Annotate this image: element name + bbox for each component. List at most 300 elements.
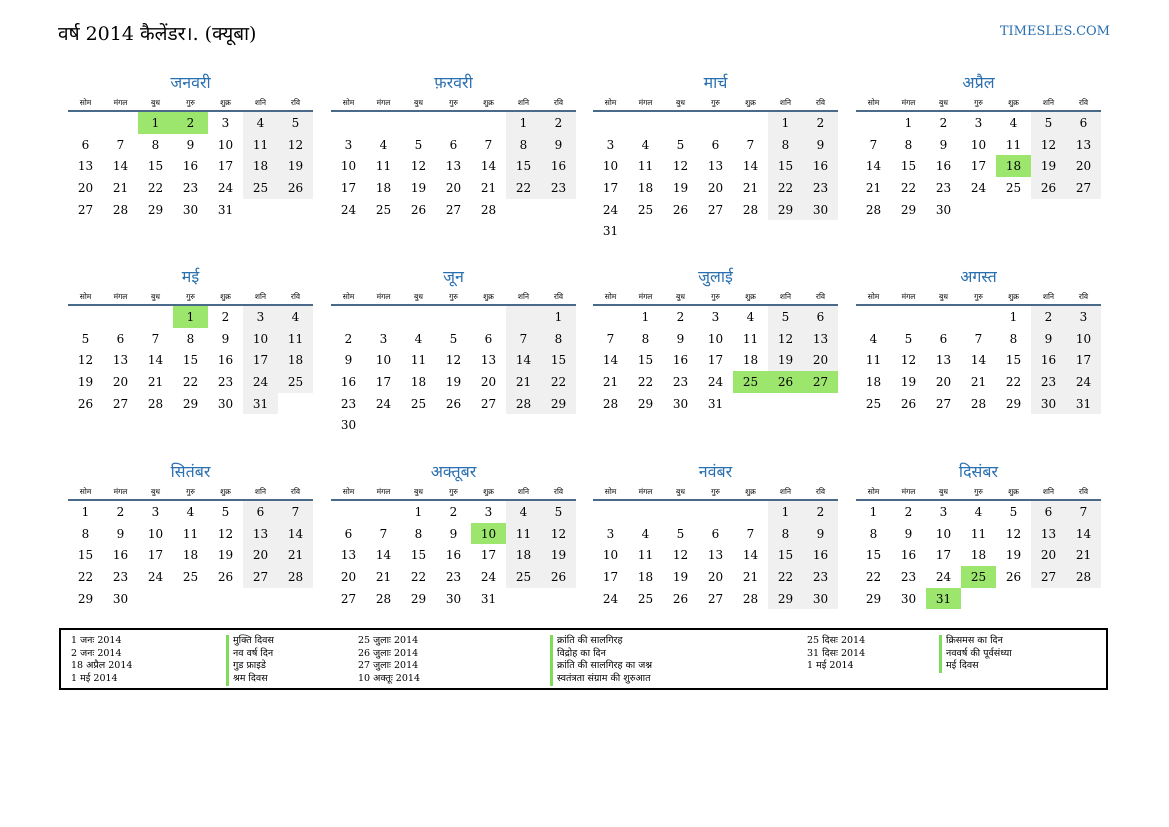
weekday-header: सोम [68,95,103,111]
day-cell: 7 [506,328,541,350]
month-name: फ़रवरी [434,73,473,92]
day-cell [733,220,768,242]
day-cell: 10 [147,526,164,541]
day-cell: 22 [541,371,576,393]
weekday-header: बुध [138,484,173,500]
month-calendar [593,73,838,242]
day-cell: 9 [541,134,576,156]
day-cell: 14 [480,159,497,174]
day-cell: 5 [676,526,685,541]
day-cell: 12 [900,353,917,368]
month-calendar [68,73,313,220]
weekday-header: शनि [243,95,278,111]
day-cell: 7 [974,331,983,346]
weekday-header: मंगल [103,95,138,111]
weekday-header: सोम [593,484,628,500]
month-table [593,289,838,414]
day-cell: 14 [147,353,164,368]
day-cell: 4 [243,111,278,134]
day-cell: 8 [904,137,913,152]
weekday-header: बुध [663,289,698,305]
day-cell [593,305,628,328]
day-cell: 28 [506,393,541,415]
month-table [68,289,313,414]
day-cell: 11 [1005,137,1022,152]
holiday-date: 25 दिसः 2014 [807,635,866,646]
holiday-row [71,635,371,648]
weekday-header: बुध [401,289,436,305]
day-cell: 16 [900,548,917,563]
day-cell: 30 [340,418,357,433]
day-cell: 10 [217,137,234,152]
weekday-header: मंगल [628,484,663,500]
weekday-header: सोम [593,289,628,305]
day-cell: 12 [672,548,689,563]
page-title: वर्ष 2014 कैलेंडर।. (क्यूबा) [58,23,257,45]
holiday-row [358,660,658,673]
day-cell [506,199,541,221]
holiday-name: मुक्ति दिवस [226,635,274,648]
day-cell: 31 [217,202,234,217]
day-cell: 29 [900,202,917,217]
day-cell: 9 [221,331,230,346]
day-cell: 24 [375,396,392,411]
day-cell: 17 [340,180,357,195]
weekday-header: शुक्र [208,484,243,500]
weekday-header: बुध [663,95,698,111]
holiday-date: 18 अप्रैल 2014 [71,660,133,672]
day-cell: 6 [81,137,90,152]
day-cell [103,111,138,134]
day-cell: 27 [1031,566,1066,588]
day-cell [366,500,401,523]
day-cell [103,305,138,328]
holiday-name: श्रम दिवस [226,673,268,686]
day-cell: 2 [803,111,838,134]
day-cell: 28 [375,591,392,606]
day-cell: 29 [865,591,882,606]
day-cell: 31 [1066,393,1101,415]
day-cell [278,199,313,221]
holiday-date: 1 मई 2014 [71,673,118,685]
weekday-header: बुध [138,289,173,305]
day-cell: 22 [900,180,917,195]
day-cell: 13 [1031,523,1066,545]
day-cell: 21 [1066,544,1101,566]
month-table [68,95,313,220]
day-cell: 26 [1005,569,1022,584]
weekday-header: शुक्र [471,95,506,111]
day-cell: 8 [506,134,541,156]
holiday-row [71,673,371,686]
day-cell: 8 [186,331,195,346]
day-cell: 25 [637,591,654,606]
day-cell: 23 [445,569,462,584]
day-cell: 4 [974,504,983,519]
day-cell: 30 [217,396,234,411]
holiday-row [358,648,658,661]
day-cell: 3 [1066,305,1101,328]
day-cell: 20 [480,374,497,389]
day-cell: 12 [1005,526,1022,541]
day-cell [436,414,471,436]
day-cell: 15 [1005,353,1022,368]
day-cell: 27 [243,566,278,588]
day-cell [541,414,576,436]
holiday-date: 1 मई 2014 [807,660,854,672]
day-cell: 1 [1009,309,1018,324]
day-cell: 11 [278,328,313,350]
day-cell: 23 [672,374,689,389]
day-cell [68,111,103,134]
day-cell: 12 [672,159,689,174]
day-cell: 16 [182,159,199,174]
weekday-header: शुक्र [208,289,243,305]
day-cell: 7 [151,331,160,346]
day-cell: 11 [506,523,541,545]
day-cell: 16 [935,159,952,174]
day-cell: 12 [410,159,427,174]
day-cell: 29 [410,591,427,606]
day-cell: 6 [803,305,838,328]
day-cell [593,500,628,523]
holiday-name: विद्रोह का दिन [550,648,606,661]
day-cell: 3 [221,115,230,130]
day-cell: 11 [375,159,392,174]
day-cell [506,414,541,436]
weekday-header: बुध [926,95,961,111]
weekday-header: शुक्र [996,484,1031,500]
month-calendar [331,73,576,220]
day-cell: 1 [869,504,878,519]
day-cell: 19 [1031,155,1066,177]
day-cell: 14 [742,548,759,563]
day-cell: 26 [900,396,917,411]
day-cell: 23 [112,569,129,584]
day-cell: 29 [541,393,576,415]
day-cell: 7 [278,500,313,523]
month-calendar [331,462,576,609]
weekday-header: गुरु [436,484,471,500]
month-name: मई [181,267,200,286]
day-cell: 22 [1005,374,1022,389]
weekday-header: गुरु [436,95,471,111]
weekday-header: शुक्र [733,289,768,305]
day-cell: 25 [733,371,768,393]
month-calendar [856,267,1101,414]
day-cell [593,111,628,134]
day-cell: 2 [541,111,576,134]
day-cell: 17 [970,159,987,174]
day-cell: 8 [541,328,576,350]
day-cell: 6 [1031,500,1066,523]
day-cell: 4 [641,526,650,541]
day-cell: 8 [1009,331,1018,346]
day-cell: 25 [1005,180,1022,195]
day-cell: 16 [541,155,576,177]
day-cell: 17 [243,349,278,371]
day-cell: 23 [803,566,838,588]
day-cell [366,111,401,134]
day-cell: 17 [1066,349,1101,371]
day-cell: 3 [151,504,160,519]
day-cell: 26 [1031,177,1066,199]
month-table [856,289,1101,414]
day-cell: 14 [970,353,987,368]
day-cell: 8 [151,137,160,152]
day-cell: 5 [278,111,313,134]
day-cell [733,500,768,523]
day-cell: 3 [711,309,720,324]
day-cell: 15 [637,353,654,368]
day-cell: 22 [768,566,803,588]
month-calendar [68,462,313,609]
day-cell: 29 [182,396,199,411]
day-cell: 9 [344,353,353,368]
month-calendar [856,73,1101,220]
weekday-header: मंगल [891,289,926,305]
day-cell: 24 [340,202,357,217]
day-cell: 5 [449,331,458,346]
day-cell: 16 [112,548,129,563]
weekday-header: मंगल [103,289,138,305]
day-cell: 23 [803,177,838,199]
day-cell: 14 [1066,523,1101,545]
day-cell: 15 [182,353,199,368]
day-cell: 6 [243,500,278,523]
day-cell: 12 [1031,134,1066,156]
day-cell: 16 [1031,349,1066,371]
day-cell [698,500,733,523]
day-cell: 7 [1066,500,1101,523]
day-cell [471,111,506,134]
day-cell: 7 [484,137,493,152]
day-cell [1031,588,1066,610]
site-link[interactable]: TIMESLES.COM [999,24,1110,39]
weekday-header: मंगल [628,289,663,305]
day-cell: 7 [116,137,125,152]
weekday-header: गुरु [436,289,471,305]
day-cell: 19 [445,374,462,389]
day-cell: 21 [602,374,619,389]
weekday-header: गुरु [173,95,208,111]
day-cell: 7 [746,526,755,541]
month-table [331,484,576,609]
day-cell: 17 [602,569,619,584]
day-cell: 4 [379,137,388,152]
day-cell: 29 [768,588,803,610]
day-cell: 24 [602,591,619,606]
day-cell: 13 [1066,134,1101,156]
day-cell: 22 [77,569,94,584]
weekday-header: रवि [1066,95,1101,111]
day-cell: 17 [480,548,497,563]
day-cell: 21 [112,180,129,195]
day-cell: 21 [742,569,759,584]
day-cell: 20 [340,569,357,584]
weekday-header: रवि [1066,289,1101,305]
day-cell: 13 [243,523,278,545]
day-cell: 25 [961,566,996,588]
day-cell: 14 [278,523,313,545]
holiday-row [807,660,1107,673]
day-cell: 18 [742,353,759,368]
day-cell [698,111,733,134]
day-cell: 28 [278,566,313,588]
day-cell [366,414,401,436]
weekday-header: शुक्र [996,289,1031,305]
holiday-date: 10 अक्तूः 2014 [358,673,420,685]
weekday-header: शनि [768,95,803,111]
day-cell [208,588,243,610]
day-cell: 22 [637,374,654,389]
weekday-header: शनि [1031,95,1066,111]
day-cell: 23 [182,180,199,195]
day-cell: 30 [672,396,689,411]
day-cell: 13 [480,353,497,368]
day-cell: 30 [182,202,199,217]
day-cell: 31 [926,588,961,610]
day-cell: 5 [221,504,230,519]
day-cell: 9 [1031,328,1066,350]
day-cell [628,111,663,134]
day-cell [768,220,803,242]
day-cell: 30 [935,202,952,217]
month-name: अगस्त [960,267,997,286]
weekday-header: रवि [278,289,313,305]
day-cell: 28 [742,202,759,217]
day-cell: 26 [445,396,462,411]
day-cell [436,305,471,328]
weekday-header: गुरु [698,95,733,111]
day-cell: 1 [641,309,650,324]
weekday-header: सोम [331,484,366,500]
day-cell: 13 [340,548,357,563]
day-cell: 10 [602,159,619,174]
day-cell: 19 [541,544,576,566]
day-cell: 17 [602,180,619,195]
weekday-header: रवि [278,484,313,500]
day-cell: 17 [935,548,952,563]
day-cell: 21 [375,569,392,584]
month-name: दिसंबर [958,462,999,481]
day-cell: 27 [935,396,952,411]
day-cell: 6 [1066,111,1101,134]
day-cell: 5 [1009,504,1018,519]
day-cell: 12 [541,523,576,545]
day-cell: 24 [970,180,987,195]
day-cell: 1 [414,504,423,519]
weekday-header: गुरु [173,289,208,305]
weekday-header: सोम [593,95,628,111]
day-cell: 24 [217,180,234,195]
day-cell: 26 [410,202,427,217]
day-cell: 29 [637,396,654,411]
day-cell: 17 [217,159,234,174]
day-cell [541,588,576,610]
day-cell: 18 [243,155,278,177]
day-cell: 10 [935,526,952,541]
day-cell [401,414,436,436]
day-cell: 12 [768,328,803,350]
weekday-header: शुक्र [996,95,1031,111]
day-cell: 2 [173,111,208,134]
day-cell: 10 [970,137,987,152]
day-cell: 25 [865,396,882,411]
weekday-header: शनि [243,484,278,500]
weekday-header: रवि [541,484,576,500]
day-cell: 30 [1031,393,1066,415]
day-cell [1066,199,1101,221]
weekday-header: रवि [541,289,576,305]
day-cell [733,111,768,134]
weekday-header: गुरु [961,95,996,111]
day-cell: 2 [904,504,913,519]
holiday-legend [59,628,1108,690]
holiday-date: 25 जुलाः 2014 [358,635,419,646]
day-cell: 25 [182,569,199,584]
day-cell: 4 [641,137,650,152]
day-cell [803,393,838,415]
day-cell: 1 [541,305,576,328]
weekday-header: मंगल [891,95,926,111]
day-cell: 3 [379,331,388,346]
day-cell: 16 [803,155,838,177]
day-cell: 3 [606,137,615,152]
day-cell: 19 [278,155,313,177]
day-cell [243,588,278,610]
day-cell: 25 [375,202,392,217]
day-cell: 5 [414,137,423,152]
day-cell: 26 [77,396,94,411]
day-cell: 5 [904,331,913,346]
day-cell: 19 [77,374,94,389]
day-cell: 27 [340,591,357,606]
day-cell: 11 [742,331,759,346]
day-cell: 3 [243,305,278,328]
weekday-header: गुरु [698,484,733,500]
weekday-header: शनि [1031,484,1066,500]
holiday-name: क्रिसमस का दिन [939,635,1003,648]
day-cell: 19 [672,180,689,195]
day-cell: 24 [147,569,164,584]
day-cell: 13 [707,159,724,174]
day-cell [138,305,173,328]
day-cell: 29 [1005,396,1022,411]
day-cell [663,111,698,134]
holiday-name: क्रांति की सालगिरह का जश्न [550,660,652,673]
day-cell: 9 [939,137,948,152]
day-cell: 22 [410,569,427,584]
day-cell: 26 [672,591,689,606]
holiday-row [71,660,371,673]
day-cell: 16 [672,353,689,368]
day-cell: 20 [707,569,724,584]
day-cell: 4 [1009,115,1018,130]
day-cell: 15 [768,155,803,177]
day-cell: 27 [707,591,724,606]
day-cell: 23 [1031,371,1066,393]
day-cell: 15 [768,544,803,566]
day-cell: 27 [707,202,724,217]
day-cell [803,220,838,242]
day-cell: 11 [243,134,278,156]
day-cell: 10 [1066,328,1101,350]
weekday-header: शनि [768,289,803,305]
day-cell: 6 [116,331,125,346]
day-cell: 20 [243,544,278,566]
day-cell: 19 [217,548,234,563]
